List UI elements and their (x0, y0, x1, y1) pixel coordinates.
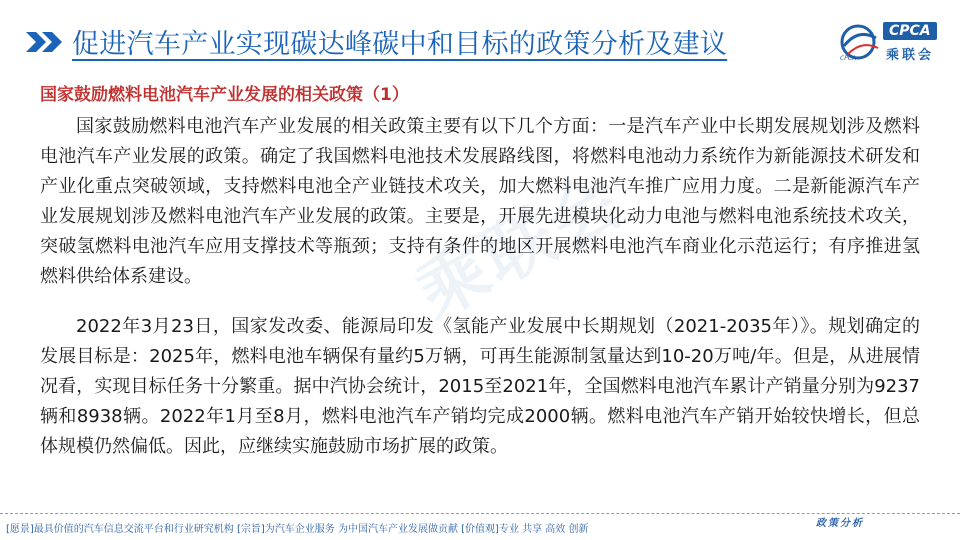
logo-cn: 乘联会 (886, 48, 935, 63)
watermark: 乘联会 (403, 157, 638, 335)
double-chevron-icon (24, 30, 68, 54)
page-title: 促进汽车产业实现碳达峰碳中和目标的政策分析及建议 (72, 29, 728, 60)
footer-section-label: 政策分析 (816, 518, 864, 529)
paragraph-1: 国家鼓励燃料电池汽车产业发展的相关政策主要有以下几个方面：一是汽车产业中长期发展规划涉及燃料电池汽车产业发展的政策。确定了我国燃料电池技术发展路线图，将燃料电池动力系统作为新能源技术研发和产业化重点突破领域，支持燃料电池全产业链技术攻关，加大燃料电池汽车推广应用力度。二是新能源汽车产业发展规划涉及燃料电池汽车产业发展的政策。主要是，开展先进模块化动力电池与燃料电池系统技术攻关，突破氢燃料电池汽车应用支撑技术等瓶颈；支持有条件的地区开展燃料电池汽车商业化示范运行；有序推进氢燃料供给体系建设。 (40, 116, 920, 287)
logo-text: CPCA (883, 22, 937, 40)
logo-sub: CPCA (840, 55, 857, 62)
footer-text: [愿景]最具价值的汽车信息交流平台和行业研究机构 [宗旨]为汽车企业服务 为中国汽车产业发展做贡献 [价值观]专业 共享 高效 创新 (6, 524, 589, 535)
section-subtitle: 国家鼓励燃料电池汽车产业发展的相关政策（1） (40, 85, 409, 105)
paragraph-2: 2022年3月23日，国家发改委、能源局印发《氢能产业发展中长期规划（2021-2035年）》。规划确定的发展目标是：2025年，燃料电池车辆保有量约5万辆，可再生能源制氢量达到10-20万吨/年。但是，从进展情况看，实现目标任务十分繁重。据中汽协会统计，2015至2021年，全国燃料电池汽车累计产销量分别为9237辆和8938辆。2022年1月至8月，燃料电池汽车产销均完成2000辆。燃料电池汽车产销开始较快增长，但总体规模仍然偏低。因此，应继续实施鼓励市场扩展的政策。 (40, 316, 920, 457)
